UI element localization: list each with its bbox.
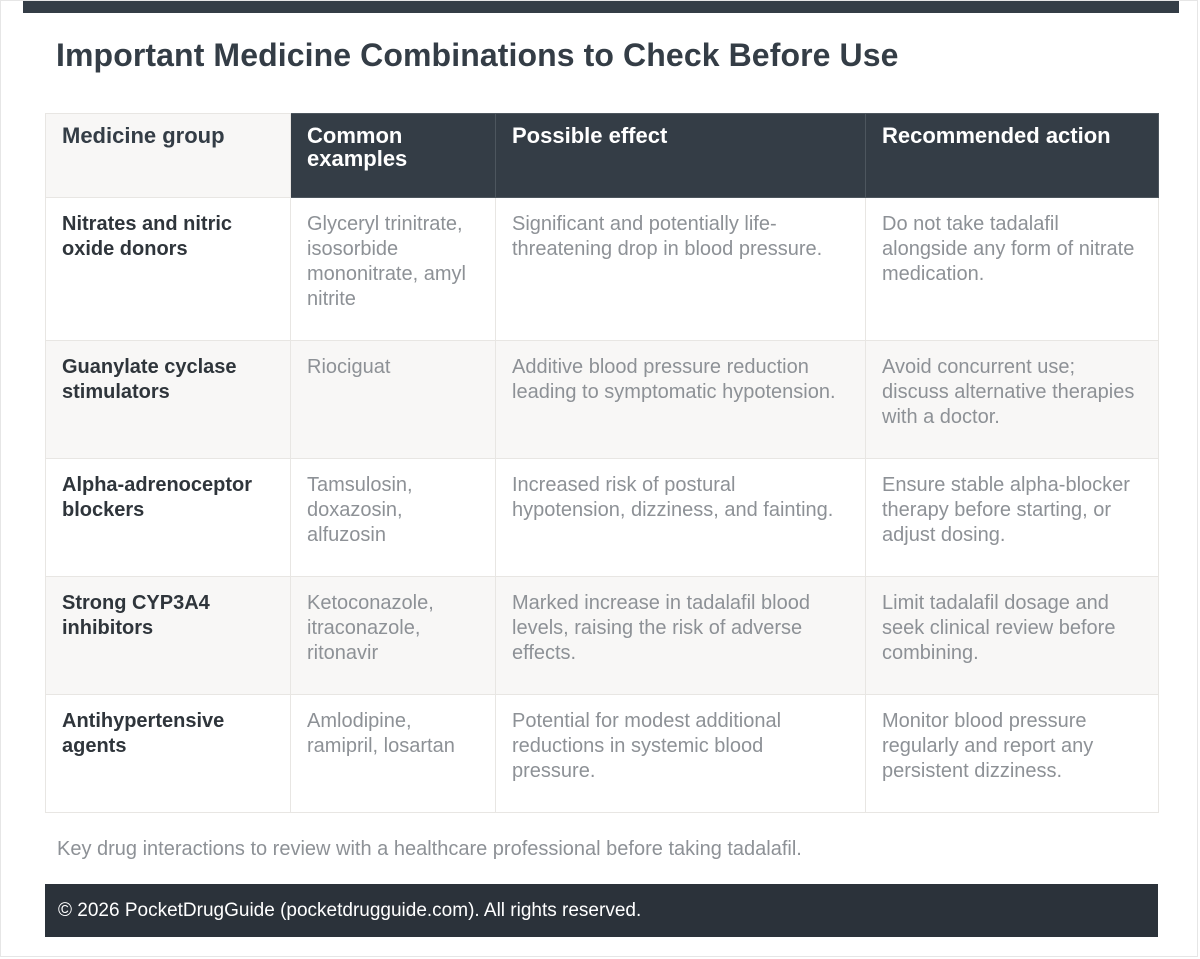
header-possible-effect: Possible effect [496,114,866,198]
effect-cell: Potential for modest additional reductions in systemic blood pressure. [496,695,866,813]
action-cell: Do not take tadalafil alongside any form of nitrate medication. [866,198,1159,341]
effect-cell: Additive blood pressure reduction leading to symptomatic hypotension. [496,341,866,459]
table-row [46,695,1159,813]
action-cell: Ensure stable alpha-blocker therapy before starting, or adjust dosing. [866,459,1159,577]
examples-cell: Tamsulosin, doxazosin, alfuzosin [291,459,496,577]
examples-cell: Riociguat [291,341,496,459]
header-common-examples: Common examples [291,114,496,198]
table-row [46,198,1159,341]
action-cell: Limit tadalafil dosage and seek clinical review before combining. [866,577,1159,695]
copyright-text: © 2026 PocketDrugGuide (pocketdrugguide.com). All rights reserved. [58,900,642,921]
examples-cell: Ketoconazole, itraconazole, ritonavir [291,577,496,695]
table-row [46,341,1159,459]
header-medicine-group: Medicine group [46,114,291,198]
examples-cell: Glyceryl trinitrate, isosorbide mononitrate, amyl nitrite [291,198,496,341]
action-cell: Monitor blood pressure regularly and report any persistent dizziness. [866,695,1159,813]
table-row [46,459,1159,577]
effect-cell: Marked increase in tadalafil blood levels, raising the risk of adverse effects. [496,577,866,695]
medicine-group-cell: Antihypertensive agents [46,695,291,813]
footer-bar [45,884,1158,937]
header-recommended-action: Recommended action [866,114,1159,198]
medicine-group-cell: Guanylate cyclase stimulators [46,341,291,459]
medicine-group-cell: Strong CYP3A4 inhibitors [46,577,291,695]
effect-cell: Increased risk of postural hypotension, dizziness, and fainting. [496,459,866,577]
top-accent-bar [23,1,1179,13]
page-title: Important Medicine Combinations to Check Before Use [56,37,899,73]
action-cell: Avoid concurrent use; discuss alternative therapies with a doctor. [866,341,1159,459]
table-header-row [46,114,1159,198]
table-row [46,577,1159,695]
effect-cell: Significant and potentially life-threatening drop in blood pressure. [496,198,866,341]
medicine-group-cell: Nitrates and nitric oxide donors [46,198,291,341]
examples-cell: Amlodipine, ramipril, losartan [291,695,496,813]
interaction-table [45,113,1159,813]
table-caption: Key drug interactions to review with a healthcare professional before taking tadalafil. [57,838,802,860]
medicine-group-cell: Alpha-adrenoceptor blockers [46,459,291,577]
